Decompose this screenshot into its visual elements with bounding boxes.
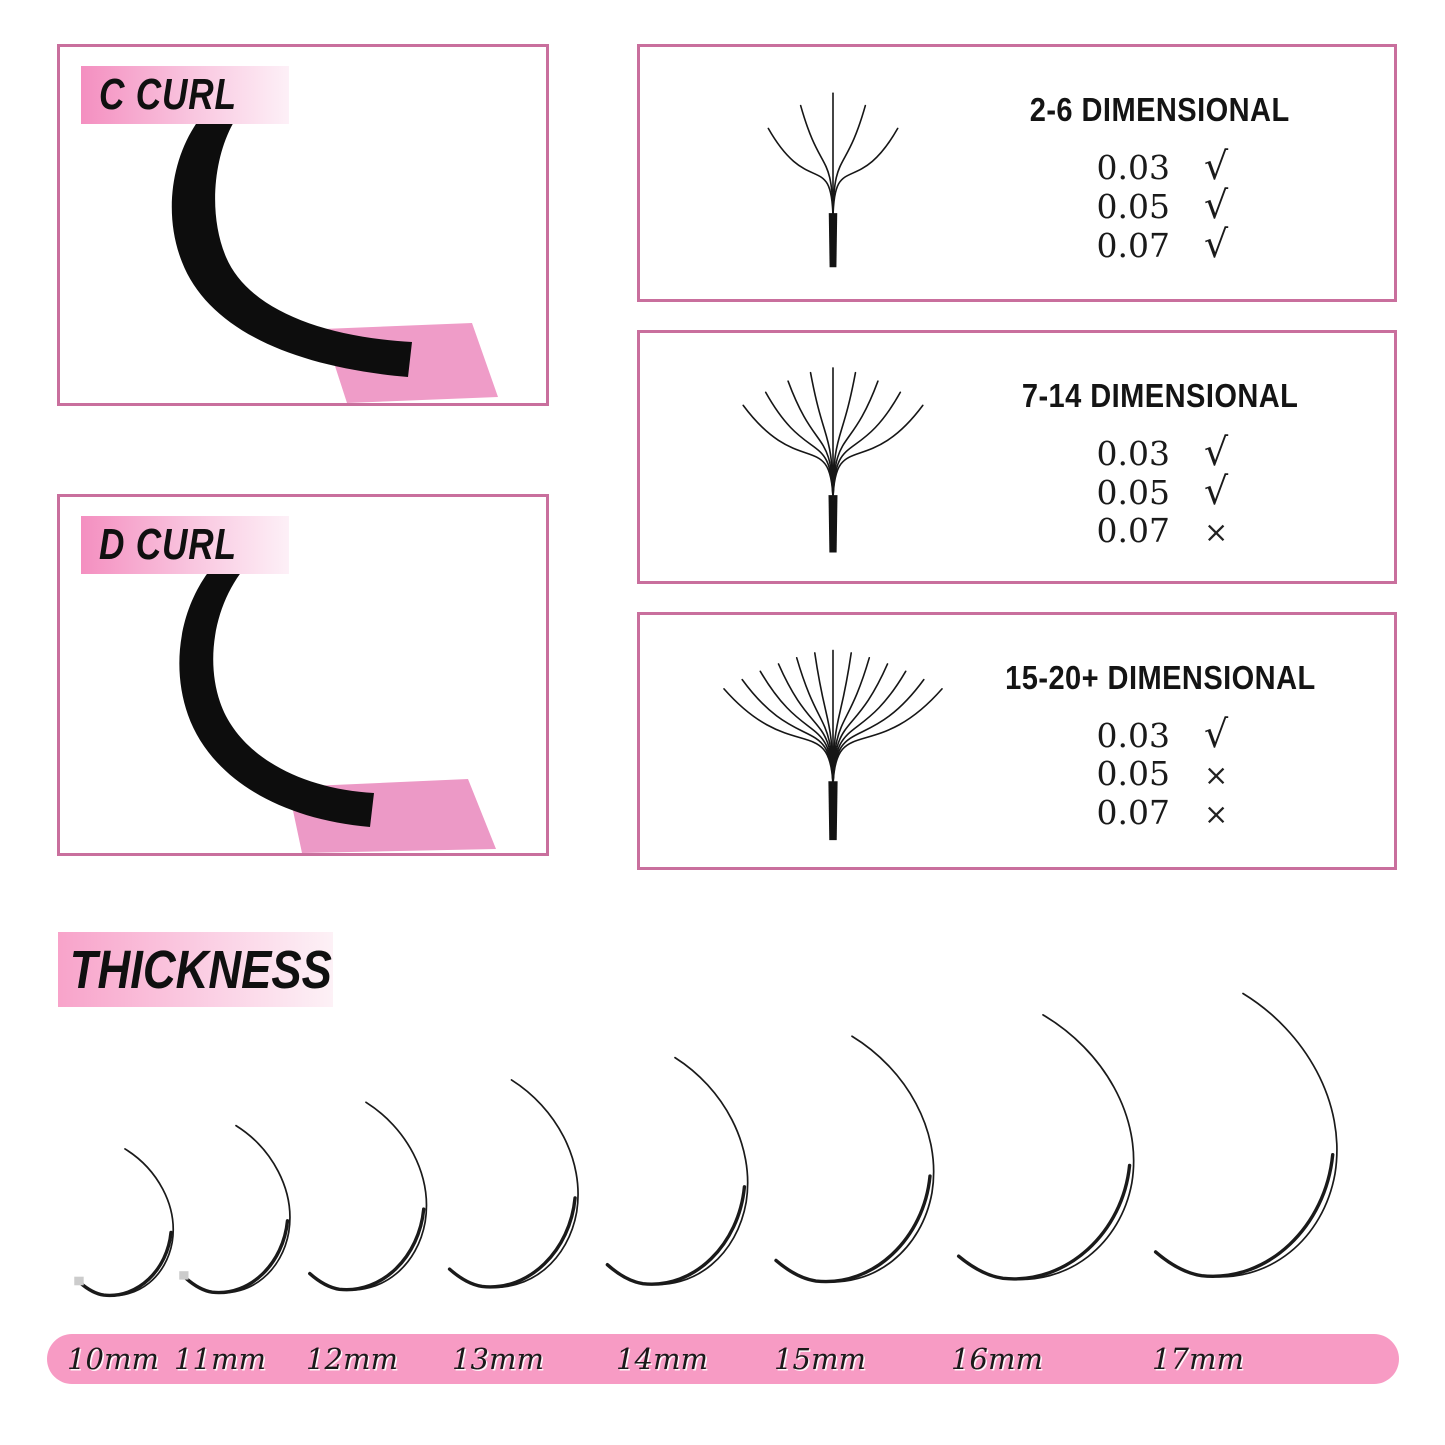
thickness-compatibility-list bbox=[970, 144, 1350, 266]
size-label-17mm: 17mm bbox=[1152, 1342, 1244, 1376]
dimensional-info bbox=[970, 377, 1350, 550]
thickness-compatibility-list bbox=[970, 712, 1350, 832]
dimensional-title: 2-6 DIMENSIONAL bbox=[1030, 91, 1290, 128]
check-icon: √ bbox=[1204, 469, 1229, 513]
list-item bbox=[1052, 144, 1268, 188]
check-icon: √ bbox=[1204, 712, 1229, 756]
list-item bbox=[1052, 511, 1268, 550]
lash-curve-11mm bbox=[170, 1120, 302, 1316]
thickness-value: 0.03 bbox=[1096, 434, 1170, 473]
size-label-11mm: 11mm bbox=[174, 1342, 266, 1376]
d-curl-card bbox=[57, 494, 549, 856]
check-icon: √ bbox=[1204, 144, 1229, 188]
dimensional-title: 15-20+ DIMENSIONAL bbox=[1004, 659, 1316, 696]
lash-curve-14mm bbox=[586, 1050, 764, 1316]
list-item bbox=[1052, 183, 1268, 227]
list-item bbox=[1052, 222, 1268, 266]
lash-curve-16mm bbox=[932, 1006, 1154, 1316]
size-label-16mm: 16mm bbox=[951, 1342, 1043, 1376]
size-scale-bar bbox=[47, 1334, 1399, 1384]
adhesive-dot bbox=[74, 1277, 83, 1286]
thickness-value: 0.07 bbox=[1096, 226, 1170, 265]
list-item bbox=[1052, 793, 1268, 832]
thickness-heading bbox=[58, 932, 333, 1007]
dimensional-card-7-14 bbox=[637, 330, 1397, 584]
lash-curve-10mm bbox=[66, 1144, 184, 1316]
dimensional-title: 7-14 DIMENSIONAL bbox=[1021, 377, 1299, 414]
lash-fan-icon bbox=[668, 353, 998, 565]
thickness-value: 0.07 bbox=[1096, 793, 1170, 832]
list-item bbox=[1052, 430, 1268, 474]
c-curl-card bbox=[57, 44, 549, 406]
size-label-10mm: 10mm bbox=[67, 1342, 159, 1376]
lash-curve-12mm bbox=[292, 1096, 440, 1316]
thickness-value: 0.05 bbox=[1096, 187, 1170, 226]
size-label-15mm: 15mm bbox=[774, 1342, 866, 1376]
size-label-12mm: 12mm bbox=[306, 1342, 398, 1376]
check-icon: √ bbox=[1204, 430, 1229, 474]
lash-curve-15mm bbox=[752, 1028, 952, 1316]
lash-fan-icon bbox=[668, 79, 998, 279]
list-item bbox=[1052, 712, 1268, 756]
dimensional-card-15-20 bbox=[637, 612, 1397, 870]
thickness-value: 0.05 bbox=[1096, 754, 1170, 793]
list-item bbox=[1052, 754, 1268, 793]
lash-curve-17mm bbox=[1128, 984, 1358, 1316]
thickness-value: 0.07 bbox=[1096, 511, 1170, 550]
thickness-value: 0.05 bbox=[1096, 473, 1170, 512]
dimensional-info bbox=[970, 91, 1350, 264]
cross-icon: × bbox=[1204, 797, 1229, 831]
d-curl-label-text: D CURL bbox=[99, 520, 237, 569]
lash-curve-13mm bbox=[430, 1073, 593, 1316]
list-item bbox=[1052, 469, 1268, 513]
dimensional-card-2-6 bbox=[637, 44, 1397, 302]
thickness-compatibility-list bbox=[970, 430, 1350, 550]
lash-fan-icon bbox=[668, 635, 998, 853]
size-label-14mm: 14mm bbox=[616, 1342, 708, 1376]
c-curl-label-text: C CURL bbox=[99, 70, 237, 119]
size-label-13mm: 13mm bbox=[452, 1342, 544, 1376]
thickness-value: 0.03 bbox=[1096, 148, 1170, 187]
dimensional-info bbox=[970, 659, 1350, 832]
thickness-heading-text: THICKNESS bbox=[69, 939, 332, 1000]
check-icon: √ bbox=[1204, 183, 1229, 227]
thickness-value: 0.03 bbox=[1096, 716, 1170, 755]
d-curl-label bbox=[81, 516, 289, 574]
c-curl-label bbox=[81, 66, 289, 124]
check-icon: √ bbox=[1204, 222, 1229, 266]
adhesive-dot bbox=[179, 1271, 188, 1279]
cross-icon: × bbox=[1204, 515, 1229, 549]
cross-icon: × bbox=[1204, 758, 1229, 792]
